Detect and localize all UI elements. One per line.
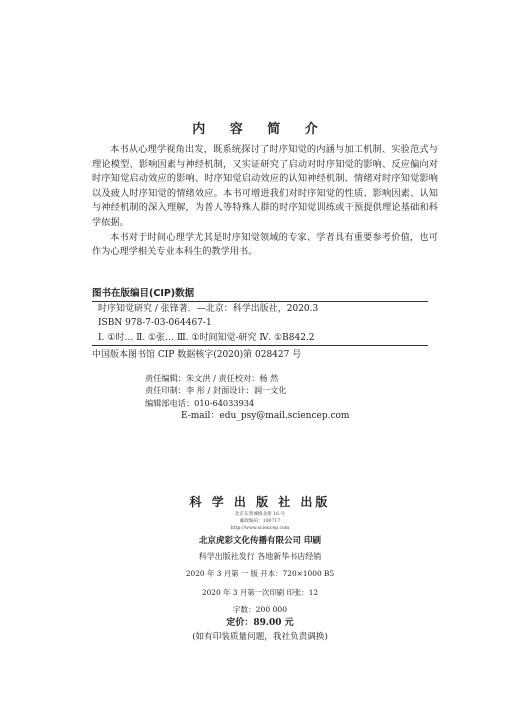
summary-text [92, 143, 438, 260]
summary-paragraph-1: 本书从心理学视角出发，既系统探讨了时序知觉的内涵与加工机制、实验范式与理论模型、影响因素与神经机制，又实证研究了启动对时序知觉的影响、反应偏向对时序知觉启动效应的影响、时序知觉启动效应的认知神经机制、情绪对时序知觉影响以及疲人时序知觉的情绪效应。本书可增进我们对时序知觉的性质、影响因素、认知与神经机制的深入理解，为普人等特殊人群的时序知觉训练或干预提供理论基础和科学依据。 [92, 144, 438, 228]
publisher-website: http://www.sciencep.com [230, 526, 290, 531]
cip-header: 图书在版编目(CIP)数据 [92, 288, 195, 299]
edition-line: 2020 年 3 月第 一 版 开本：720×1000 B5 [185, 569, 335, 578]
credit-production: 责任印制：李 彤 / 封面设计：润一文化 [145, 385, 287, 396]
cip-line-isbn: ISBN 978-7-03-064467-1 [98, 318, 212, 329]
summary-paragraph-2: 本书对于时间心理学尤其是时序知觉领域的专家、学者具有重要参考价值，也可作为心理学相关专业本科生的教学用书。 [92, 231, 438, 258]
cip-footer: 中国版本图书馆 CIP 数据核字(2020)第 028427 号 [92, 350, 302, 361]
cip-line-title: 时序知觉研究 / 张锋著．—北京：科学出版社，2020.3 [98, 304, 319, 314]
credit-editor: 责任编辑：朱文洪 / 责任校对：杨 然 [145, 373, 279, 383]
publisher-address: 北京东黄城根北街 16 号 [234, 512, 286, 517]
price-line: 定价：89.00 元 [226, 618, 294, 628]
credit-phone: 编辑部电话：010-64033934 [145, 397, 255, 408]
publication-info [0, 493, 520, 644]
printer-line: 北京虎彩文化传播有限公司 印刷 [199, 536, 321, 546]
wordcount-line: 字数：200 000 [232, 605, 288, 614]
cip-line-classification: Ⅰ. ①时… Ⅱ. ①张… Ⅲ. ①时间知觉-研究 Ⅳ. ①B842.2 [98, 332, 315, 343]
cip-data-block [92, 287, 428, 364]
printing-line: 2020 年 3 月第一次印刷 印张：12 [201, 588, 319, 597]
page-title: 内 容 简 介 [192, 122, 328, 137]
credit-email: E-mail：edu_psy@mail.sciencep.com [181, 411, 350, 422]
quality-notice: (如有印装质量问题，我社负责调换) [192, 632, 328, 642]
distribution-line: 科学出版社发行 各地新华书店经销 [198, 552, 322, 561]
publisher-postcode: 邮政编码：100717 [239, 519, 281, 524]
publisher-name: 科 学 出 版 社 出版 [189, 495, 331, 509]
credits-block [145, 372, 405, 423]
